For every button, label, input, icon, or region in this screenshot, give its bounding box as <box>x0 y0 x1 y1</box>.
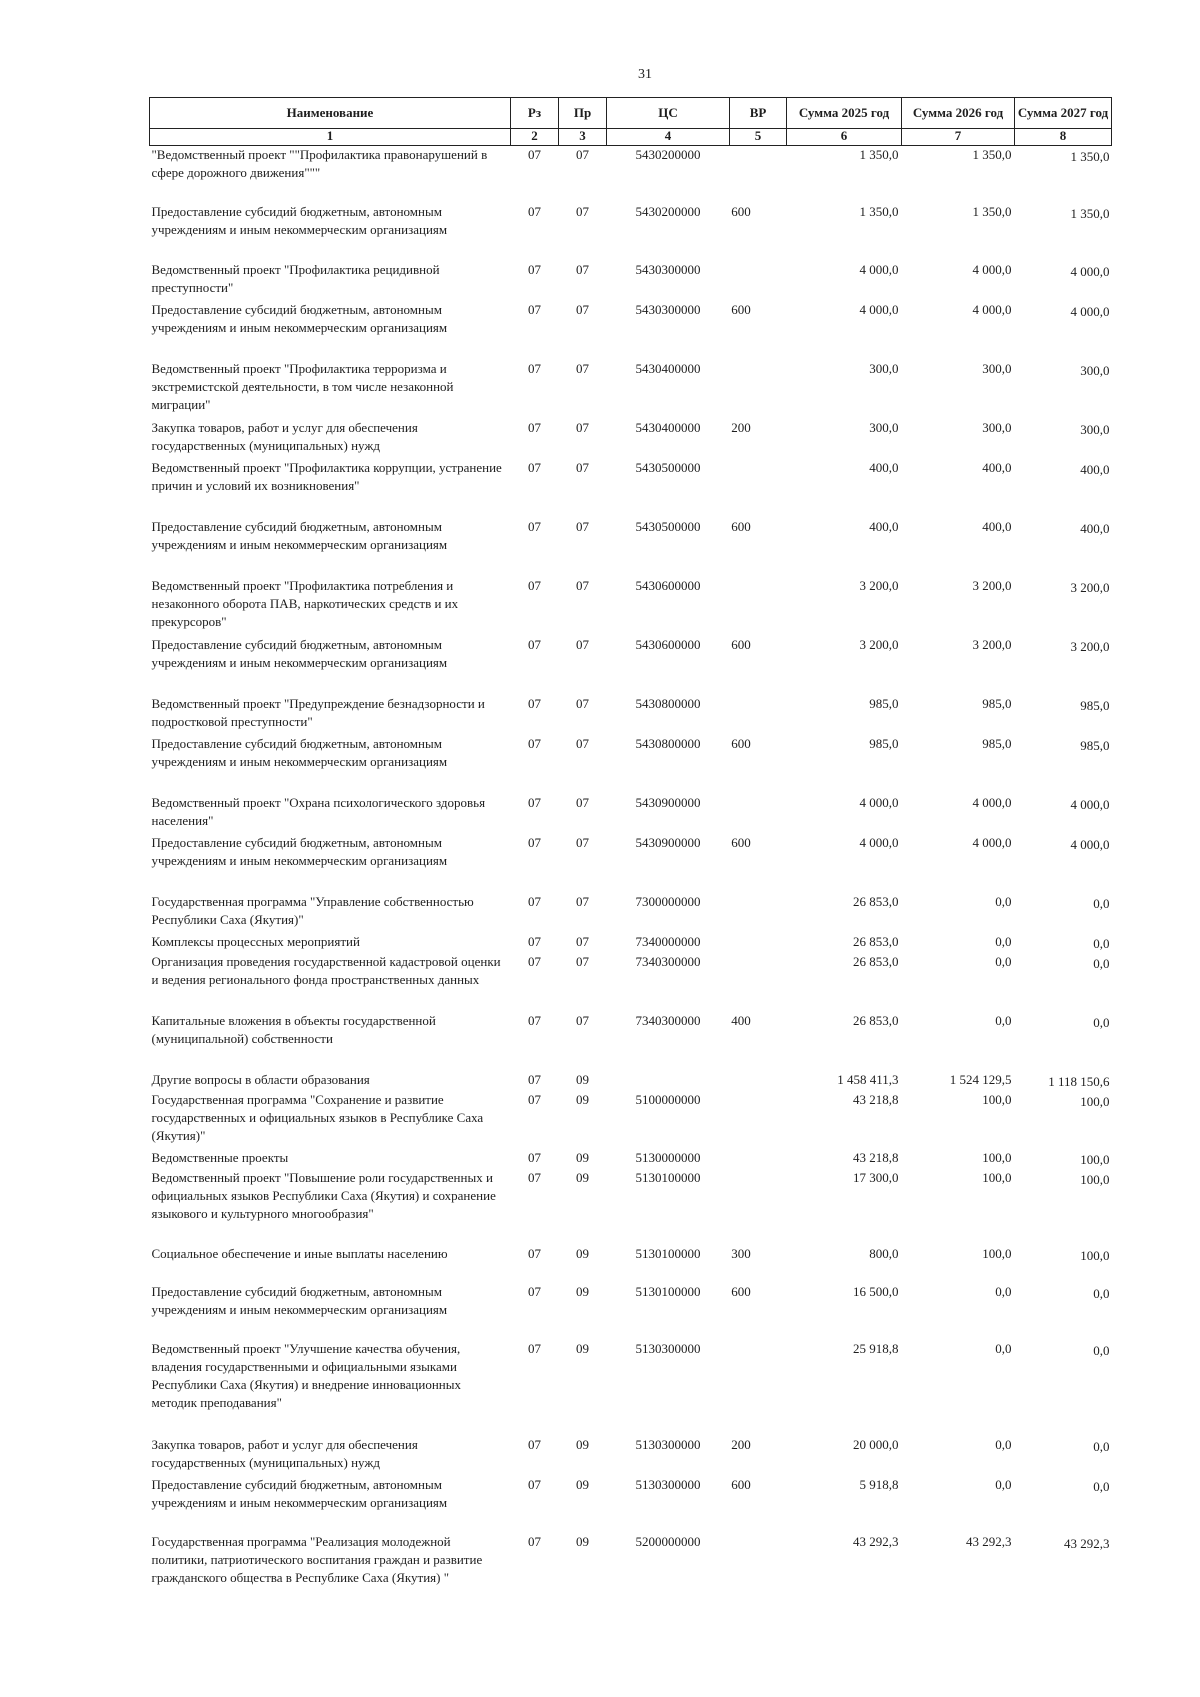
table-row <box>150 261 1112 301</box>
row-sum-2025: 17 300,0 <box>853 1169 899 1185</box>
row-sum-2027: 4 000,0 <box>1070 263 1110 279</box>
row-cs: 5130000000 <box>635 1149 701 1165</box>
row-cs: 5100000000 <box>635 1091 701 1107</box>
table-row <box>150 893 1112 933</box>
row-cs: 7300000000 <box>635 893 701 909</box>
row-cs: 5430600000 <box>635 636 701 652</box>
table-body <box>150 146 1112 1609</box>
row-sum-2025: 3 200,0 <box>859 577 899 593</box>
table-row <box>150 1533 1112 1609</box>
row-name: Капитальные вложения в объекты государственной (муниципальной) собственности <box>151 1012 436 1046</box>
row-cs: 5130100000 <box>635 1245 701 1261</box>
row-vr <box>730 360 787 419</box>
row-cs: 5430200000 <box>635 147 701 162</box>
row-name: Ведомственный проект "Профилактика рецидивной преступности" <box>151 261 440 295</box>
row-name: "Ведомственный проект ""Профилактика правонарушений в сфере дорожного движения""" <box>151 147 488 180</box>
row-pr: 09 <box>576 1476 589 1492</box>
row-name: Предоставление субсидий бюджетным, автономным учреждениям и иным некоммерческим организациям <box>151 518 448 552</box>
row-rz: 07 <box>528 1436 541 1452</box>
row-pr: 07 <box>576 301 589 317</box>
row-cs: 5430800000 <box>635 695 701 711</box>
row-name: Закупка товаров, работ и услуг для обеспечения государственных (муниципальных) нужд <box>151 419 418 453</box>
row-name: Ведомственный проект "Охрана психологического здоровья населения" <box>151 794 486 828</box>
row-rz: 07 <box>528 261 541 277</box>
row-sum-2027: 400,0 <box>1080 461 1110 477</box>
header-sum-2026: Сумма 2026 год <box>902 98 1015 129</box>
table-row <box>150 360 1112 419</box>
row-name: Комплексы процессных мероприятий <box>151 933 360 949</box>
row-sum-2026: 0,0 <box>995 933 1012 949</box>
row-pr: 07 <box>576 577 589 593</box>
row-rz: 07 <box>528 1340 541 1356</box>
row-rz: 07 <box>528 1149 541 1165</box>
row-sum-2026: 0,0 <box>995 1012 1012 1028</box>
row-cs: 5430800000 <box>635 735 701 751</box>
row-rz: 07 <box>528 301 541 317</box>
row-sum-2025: 985,0 <box>869 735 899 751</box>
row-sum-2026: 400,0 <box>982 459 1012 475</box>
row-rz: 07 <box>528 1283 541 1299</box>
row-sum-2026: 0,0 <box>995 1340 1012 1356</box>
row-sum-2027: 0,0 <box>1093 1285 1110 1301</box>
row-sum-2027: 0,0 <box>1093 1014 1110 1030</box>
row-rz: 07 <box>528 518 541 534</box>
header-cs: ЦС <box>607 98 730 129</box>
row-cs: 5430400000 <box>635 360 701 376</box>
row-sum-2027: 4 000,0 <box>1070 836 1110 852</box>
row-name: Предоставление субсидий бюджетным, автономным учреждениям и иным некоммерческим организациям <box>151 636 448 670</box>
row-sum-2025: 4 000,0 <box>859 794 899 810</box>
row-rz: 07 <box>528 203 541 219</box>
table-row <box>150 953 1112 1012</box>
row-name: Ведомственный проект "Профилактика терроризма и экстремистской деятельности, в том числе незаконной миграции" <box>151 360 454 412</box>
row-rz: 07 <box>528 933 541 949</box>
row-cs: 5130300000 <box>635 1436 701 1452</box>
row-rz: 07 <box>528 147 541 162</box>
row-vr <box>730 893 787 933</box>
row-name: Государственная программа "Сохранение и развитие государственных и официальных языков в Республике Саха (Якутия)" <box>151 1091 484 1143</box>
column-number: 4 <box>607 129 730 146</box>
row-vr <box>730 1149 787 1169</box>
row-sum-2025: 985,0 <box>869 695 899 711</box>
row-sum-2027: 4 000,0 <box>1070 796 1110 812</box>
row-name: Предоставление субсидий бюджетным, автономным учреждениям и иным некоммерческим организациям <box>151 834 448 868</box>
row-sum-2026: 43 292,3 <box>966 1533 1012 1549</box>
row-sum-2025: 4 000,0 <box>859 301 899 317</box>
row-sum-2025: 5 918,8 <box>859 1476 899 1492</box>
row-pr: 07 <box>576 419 589 435</box>
table-row <box>150 419 1112 459</box>
row-pr: 07 <box>576 834 589 850</box>
row-rz: 07 <box>528 893 541 909</box>
row-sum-2026: 1 350,0 <box>972 147 1012 162</box>
header-vr: ВР <box>730 98 787 129</box>
row-vr: 600 <box>731 1283 751 1299</box>
row-name: Государственная программа "Реализация молодежной политики, патриотического воспитания граждан и развитие гражданского общества в Республике Саха (Якутия) " <box>151 1533 483 1585</box>
table-row <box>150 1149 1112 1169</box>
row-sum-2026: 3 200,0 <box>972 636 1012 652</box>
row-sum-2027: 1 350,0 <box>1070 149 1110 164</box>
row-pr: 09 <box>576 1245 589 1261</box>
row-cs: 5130100000 <box>635 1283 701 1299</box>
row-rz: 07 <box>528 360 541 376</box>
row-vr <box>730 459 787 518</box>
row-sum-2025: 300,0 <box>869 419 899 435</box>
row-cs: 5430500000 <box>635 518 701 534</box>
row-rz: 07 <box>528 419 541 435</box>
row-sum-2026: 0,0 <box>995 1476 1012 1492</box>
table-row <box>150 1071 1112 1091</box>
table-row <box>150 735 1112 794</box>
row-sum-2027: 400,0 <box>1080 520 1110 536</box>
row-name: Ведомственный проект "Профилактика потребления и незаконного оборота ПАВ, наркотических средств и их прекурсоров" <box>151 577 459 629</box>
row-pr: 09 <box>576 1091 589 1107</box>
row-sum-2026: 3 200,0 <box>972 577 1012 593</box>
row-sum-2026: 4 000,0 <box>972 834 1012 850</box>
row-pr: 09 <box>576 1071 589 1087</box>
row-vr: 600 <box>731 1476 751 1492</box>
row-vr: 600 <box>731 735 751 751</box>
table-row <box>150 146 1112 203</box>
row-sum-2027: 100,0 <box>1080 1247 1110 1263</box>
row-rz: 07 <box>528 695 541 711</box>
row-pr: 07 <box>576 695 589 711</box>
row-vr <box>730 1533 787 1609</box>
row-sum-2025: 400,0 <box>869 518 899 534</box>
row-cs: 5430900000 <box>635 794 701 810</box>
row-name: Предоставление субсидий бюджетным, автономным учреждениям и иным некоммерческим организациям <box>151 735 448 769</box>
table-row <box>150 518 1112 577</box>
row-sum-2026: 300,0 <box>982 360 1012 376</box>
row-cs: 5200000000 <box>635 1533 701 1549</box>
row-name: Ведомственный проект "Предупреждение безнадзорности и подростковой преступности" <box>151 695 485 729</box>
row-sum-2027: 100,0 <box>1080 1151 1110 1167</box>
row-pr: 09 <box>576 1436 589 1452</box>
row-sum-2027: 300,0 <box>1080 362 1110 378</box>
row-sum-2026: 1 350,0 <box>972 203 1012 219</box>
row-name: Предоставление субсидий бюджетным, автономным учреждениям и иным некоммерческим организациям <box>151 1476 448 1510</box>
column-number-row <box>150 129 1112 146</box>
row-sum-2026: 400,0 <box>982 518 1012 534</box>
row-vr <box>730 1091 787 1149</box>
row-sum-2027: 985,0 <box>1080 697 1110 713</box>
row-rz: 07 <box>528 1012 541 1028</box>
row-sum-2025: 300,0 <box>869 360 899 376</box>
row-pr: 09 <box>576 1533 589 1549</box>
row-cs: 5430900000 <box>635 834 701 850</box>
row-sum-2027: 0,0 <box>1093 1438 1110 1454</box>
row-sum-2026: 300,0 <box>982 419 1012 435</box>
row-cs: 5430400000 <box>635 419 701 435</box>
row-name: Социальное обеспечение и иные выплаты населению <box>151 1245 448 1261</box>
page-number: 31 <box>638 67 652 82</box>
column-number: 3 <box>559 129 607 146</box>
row-pr: 07 <box>576 933 589 949</box>
header-rz: Рз <box>511 98 559 129</box>
row-pr: 07 <box>576 1012 589 1028</box>
table-row <box>150 1012 1112 1071</box>
row-cs <box>607 1071 730 1091</box>
row-rz: 07 <box>528 794 541 810</box>
row-sum-2027: 1 350,0 <box>1070 205 1110 221</box>
row-sum-2025: 400,0 <box>869 459 899 475</box>
header-name: Наименование <box>150 98 511 129</box>
row-sum-2026: 0,0 <box>995 1283 1012 1299</box>
row-rz: 07 <box>528 1245 541 1261</box>
row-vr <box>730 794 787 834</box>
row-pr: 07 <box>576 893 589 909</box>
row-sum-2026: 0,0 <box>995 893 1012 909</box>
table-row <box>150 636 1112 695</box>
row-vr: 400 <box>731 1012 751 1028</box>
row-sum-2027: 0,0 <box>1093 1478 1110 1494</box>
row-sum-2027: 300,0 <box>1080 421 1110 437</box>
row-sum-2026: 100,0 <box>982 1149 1012 1165</box>
row-cs: 5430300000 <box>635 301 701 317</box>
row-name: Государственная программа "Управление собственностью Республики Саха (Якутия)" <box>151 893 474 927</box>
row-rz: 07 <box>528 1533 541 1549</box>
row-vr <box>730 1071 787 1091</box>
row-sum-2027: 0,0 <box>1093 895 1110 911</box>
row-name: Ведомственные проекты <box>151 1149 289 1165</box>
row-pr: 07 <box>576 636 589 652</box>
row-sum-2026: 100,0 <box>982 1245 1012 1261</box>
row-sum-2025: 4 000,0 <box>859 261 899 277</box>
row-pr: 07 <box>576 147 589 162</box>
row-sum-2027: 0,0 <box>1093 1342 1110 1358</box>
row-sum-2025: 1 458 411,3 <box>837 1071 899 1087</box>
row-sum-2025: 43 218,8 <box>853 1149 899 1165</box>
row-cs: 5430500000 <box>635 459 701 475</box>
table-row <box>150 1245 1112 1283</box>
column-number: 7 <box>902 129 1015 146</box>
table-row <box>150 834 1112 893</box>
table-row <box>150 1340 1112 1436</box>
row-sum-2025: 4 000,0 <box>859 834 899 850</box>
row-vr <box>730 261 787 301</box>
row-sum-2025: 26 853,0 <box>853 933 899 949</box>
column-number: 6 <box>787 129 902 146</box>
row-pr: 07 <box>576 459 589 475</box>
column-number: 2 <box>511 129 559 146</box>
row-vr: 600 <box>731 203 751 219</box>
row-sum-2027: 985,0 <box>1080 737 1110 753</box>
row-sum-2025: 26 853,0 <box>853 1012 899 1028</box>
row-rz: 07 <box>528 953 541 969</box>
row-pr: 09 <box>576 1340 589 1356</box>
row-sum-2025: 26 853,0 <box>853 953 899 969</box>
row-sum-2026: 4 000,0 <box>972 794 1012 810</box>
header-sum-2027: Сумма 2027 год <box>1015 98 1112 129</box>
header-pr: Пр <box>559 98 607 129</box>
row-sum-2027: 1 118 150,6 <box>1048 1073 1110 1089</box>
row-name: Закупка товаров, работ и услуг для обеспечения государственных (муниципальных) нужд <box>151 1436 418 1470</box>
column-number: 1 <box>150 129 511 146</box>
row-sum-2027: 100,0 <box>1080 1171 1110 1187</box>
row-sum-2025: 43 292,3 <box>853 1533 899 1549</box>
row-cs: 5430300000 <box>635 261 701 277</box>
row-vr <box>730 953 787 1012</box>
row-pr: 07 <box>576 735 589 751</box>
row-rz: 07 <box>528 1169 541 1185</box>
table-row <box>150 933 1112 953</box>
row-sum-2026: 1 524 129,5 <box>949 1071 1012 1087</box>
row-vr <box>730 146 787 203</box>
row-vr: 600 <box>731 636 751 652</box>
row-sum-2027: 0,0 <box>1093 935 1110 951</box>
table-row <box>150 459 1112 518</box>
column-number: 8 <box>1015 129 1112 146</box>
row-sum-2025: 20 000,0 <box>853 1436 899 1452</box>
row-sum-2026: 100,0 <box>982 1169 1012 1185</box>
row-sum-2027: 4 000,0 <box>1070 303 1110 319</box>
row-pr: 07 <box>576 794 589 810</box>
row-sum-2026: 0,0 <box>995 953 1012 969</box>
row-sum-2025: 1 350,0 <box>859 203 899 219</box>
row-rz: 07 <box>528 1071 541 1087</box>
row-sum-2027: 100,0 <box>1080 1093 1110 1109</box>
row-name: Ведомственный проект "Повышение роли государственных и официальных языков Республики Саха (Якутия) и сохранение языкового и культурного многообразия" <box>151 1169 496 1221</box>
row-name: Другие вопросы в области образования <box>151 1071 370 1087</box>
row-rz: 07 <box>528 834 541 850</box>
row-name: Предоставление субсидий бюджетным, автономным учреждениям и иным некоммерческим организациям <box>151 203 448 237</box>
row-vr <box>730 1169 787 1245</box>
row-name: Предоставление субсидий бюджетным, автономным учреждениям и иным некоммерческим организациям <box>151 301 448 335</box>
table-row <box>150 1476 1112 1533</box>
row-cs: 7340300000 <box>635 953 701 969</box>
row-vr: 600 <box>731 518 751 534</box>
row-cs: 7340000000 <box>635 933 701 949</box>
row-rz: 07 <box>528 1091 541 1107</box>
row-sum-2025: 26 853,0 <box>853 893 899 909</box>
table-row <box>150 1283 1112 1340</box>
row-pr: 07 <box>576 518 589 534</box>
row-sum-2025: 800,0 <box>869 1245 899 1261</box>
row-sum-2025: 1 350,0 <box>859 147 899 162</box>
row-sum-2027: 3 200,0 <box>1070 638 1110 654</box>
table-row <box>150 577 1112 636</box>
table-row <box>150 1091 1112 1149</box>
row-name: Предоставление субсидий бюджетным, автономным учреждениям и иным некоммерческим организациям <box>151 1283 448 1317</box>
row-pr: 09 <box>576 1149 589 1165</box>
header-sum-2025: Сумма 2025 год <box>787 98 902 129</box>
row-sum-2026: 985,0 <box>982 735 1012 751</box>
row-rz: 07 <box>528 577 541 593</box>
table-row <box>150 1169 1112 1245</box>
row-cs: 7340300000 <box>635 1012 701 1028</box>
row-pr: 07 <box>576 953 589 969</box>
row-pr: 09 <box>576 1169 589 1185</box>
row-sum-2026: 100,0 <box>982 1091 1012 1107</box>
row-sum-2027: 43 292,3 <box>1064 1535 1110 1551</box>
row-vr: 600 <box>731 301 751 317</box>
row-sum-2025: 25 918,8 <box>853 1340 899 1356</box>
table-row <box>150 794 1112 834</box>
row-cs: 5130100000 <box>635 1169 701 1185</box>
row-cs: 5430200000 <box>635 203 701 219</box>
row-vr: 200 <box>731 1436 751 1452</box>
budget-table <box>149 97 1112 1609</box>
table-row <box>150 695 1112 735</box>
row-name: Ведомственный проект "Профилактика коррупции, устранение причин и условий их возникновения" <box>151 459 502 493</box>
column-number: 5 <box>730 129 787 146</box>
header-row <box>150 98 1112 129</box>
row-sum-2026: 0,0 <box>995 1436 1012 1452</box>
row-cs: 5130300000 <box>635 1476 701 1492</box>
row-sum-2027: 3 200,0 <box>1070 579 1110 595</box>
table-row <box>150 1436 1112 1476</box>
row-vr: 200 <box>731 419 751 435</box>
row-cs: 5430600000 <box>635 577 701 593</box>
row-sum-2025: 43 218,8 <box>853 1091 899 1107</box>
row-vr <box>730 695 787 735</box>
row-pr: 09 <box>576 1283 589 1299</box>
row-vr <box>730 1340 787 1436</box>
row-vr <box>730 933 787 953</box>
row-sum-2027: 0,0 <box>1093 955 1110 971</box>
table-row <box>150 203 1112 261</box>
row-pr: 07 <box>576 360 589 376</box>
row-pr: 07 <box>576 261 589 277</box>
row-vr: 600 <box>731 834 751 850</box>
row-sum-2026: 4 000,0 <box>972 261 1012 277</box>
row-sum-2025: 16 500,0 <box>853 1283 899 1299</box>
row-sum-2025: 3 200,0 <box>859 636 899 652</box>
row-cs: 5130300000 <box>635 1340 701 1356</box>
row-rz: 07 <box>528 735 541 751</box>
row-rz: 07 <box>528 1476 541 1492</box>
row-name: Организация проведения государственной кадастровой оценки и ведения регионального фонда пространственных данных <box>151 953 501 987</box>
table-row <box>150 301 1112 360</box>
row-rz: 07 <box>528 636 541 652</box>
row-pr: 07 <box>576 203 589 219</box>
row-name: Ведомственный проект "Улучшение качества обучения, владения государственными и официальными языками Республики Саха (Якутия) и внедрение инновационных методик преподавания" <box>151 1340 461 1410</box>
row-vr <box>730 577 787 636</box>
row-sum-2026: 4 000,0 <box>972 301 1012 317</box>
row-rz: 07 <box>528 459 541 475</box>
row-sum-2026: 985,0 <box>982 695 1012 711</box>
row-vr: 300 <box>731 1245 751 1261</box>
